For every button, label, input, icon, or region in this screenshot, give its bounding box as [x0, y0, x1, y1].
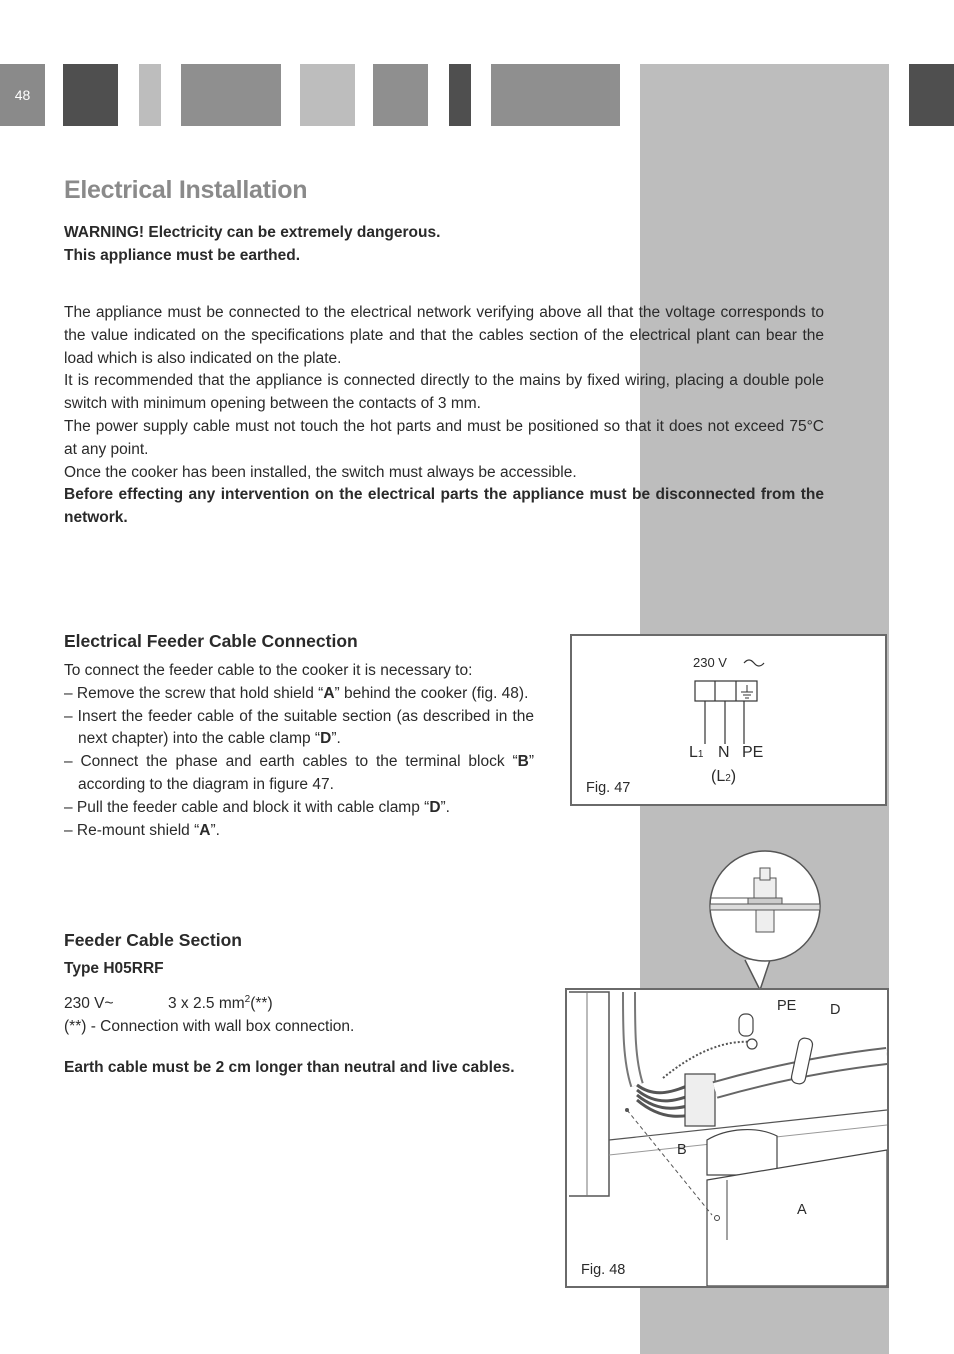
terminal-n-label: N [718, 744, 730, 761]
header-block [373, 64, 428, 126]
spec-value: 3 x 2.5 $mm^2(**)$ [168, 994, 273, 1013]
header-block [449, 64, 471, 126]
voltage-label: 230 V [693, 655, 727, 670]
figure-48 [565, 988, 889, 1288]
spec-voltage: 230 V~ [64, 995, 114, 1013]
step-item: – Re-mount shield “A”. [64, 821, 220, 839]
step-item: – Connect the phase and earth cables to the terminal block “B” according to the diagram in figure 47. [64, 753, 534, 793]
header-block [139, 64, 161, 126]
terminal-pe-label: PE [742, 744, 764, 761]
intro-paragraph-bold: Before effecting any intervention on the electrical parts the appliance must be disconnected from the network. [64, 486, 824, 527]
header-block [63, 64, 118, 126]
fig48-caption: Fig. 48 [581, 1262, 626, 1278]
page-number: 48 [0, 64, 45, 126]
feeder-connection-intro: To connect the feeder cable to the cooker it is necessary to: [64, 662, 473, 679]
cable-connection-illustration [567, 990, 887, 1286]
step-item: – Insert the feeder cable of the suitable section (as described in the next chapter) into the cable clamp “D”. [64, 707, 534, 748]
bolt-head-icon [760, 868, 770, 880]
spec-row [64, 988, 534, 1015]
ac-symbol-icon [744, 660, 764, 666]
figure-47 [570, 634, 887, 806]
label-d: D [830, 1002, 841, 1018]
intro-paragraph: Once the cooker has been installed, the switch must always be accessible. [64, 463, 577, 481]
magnified-detail [700, 848, 830, 993]
step-list [64, 683, 534, 843]
fig47-caption: Fig. 47 [586, 780, 631, 796]
label-b: B [677, 1142, 687, 1158]
warning-line: WARNING! Electricity can be extremely dangerous. [64, 224, 441, 241]
terminal-l2-label: (L2) [711, 768, 737, 785]
feeder-connection-text [64, 660, 534, 842]
label-pe: PE [777, 998, 797, 1014]
terminal-block-b-icon [685, 1074, 715, 1126]
feeder-section-heading: Feeder Cable Section [64, 930, 242, 950]
page-title: Electrical Installation [64, 176, 308, 204]
shield-a-icon [707, 1130, 777, 1175]
intro-paragraph: The power supply cable must not touch the hot parts and must be positioned so that it does not exceed 75°C at any point. [64, 417, 824, 458]
warning-line: This appliance must be earthed. [64, 247, 301, 264]
step-item: – Remove the screw that hold shield “A” behind the cooker (fig. 48). [64, 684, 529, 702]
intro-paragraph: It is recommended that the appliance is connected directly to the mains by fixed wiring, placing a double pole switch with minimum opening between the contacts of 3 mm. [64, 372, 824, 413]
nut-icon [754, 878, 776, 898]
header-block [300, 64, 355, 126]
intro-text [64, 302, 824, 530]
cable-type: Type H05RRF [64, 960, 164, 977]
earth-note: Earth cable must be 2 cm longer than neutral and live cables. [64, 1059, 515, 1076]
feeder-connection-heading: Electrical Feeder Cable Connection [64, 631, 358, 651]
intro-paragraph: The appliance must be connected to the electrical network verifying above all that the voltage corresponds to the value indicated on the specifications plate and that the cables section of the electrical plant can bear the load which is also indicated on the plate. [64, 304, 824, 367]
warning-block [64, 221, 664, 267]
header-block [491, 64, 620, 126]
spec-note: (**) - Connection with wall box connection. [64, 1018, 355, 1036]
cable-spec [64, 988, 534, 1038]
header-block [909, 64, 954, 126]
header-block [181, 64, 281, 126]
label-a: A [797, 1202, 807, 1218]
terminal-l1-label: L1 [689, 744, 704, 761]
step-item: – Pull the feeder cable and block it with cable clamp “D”. [64, 798, 450, 816]
earth-screw-icon [739, 1014, 753, 1036]
